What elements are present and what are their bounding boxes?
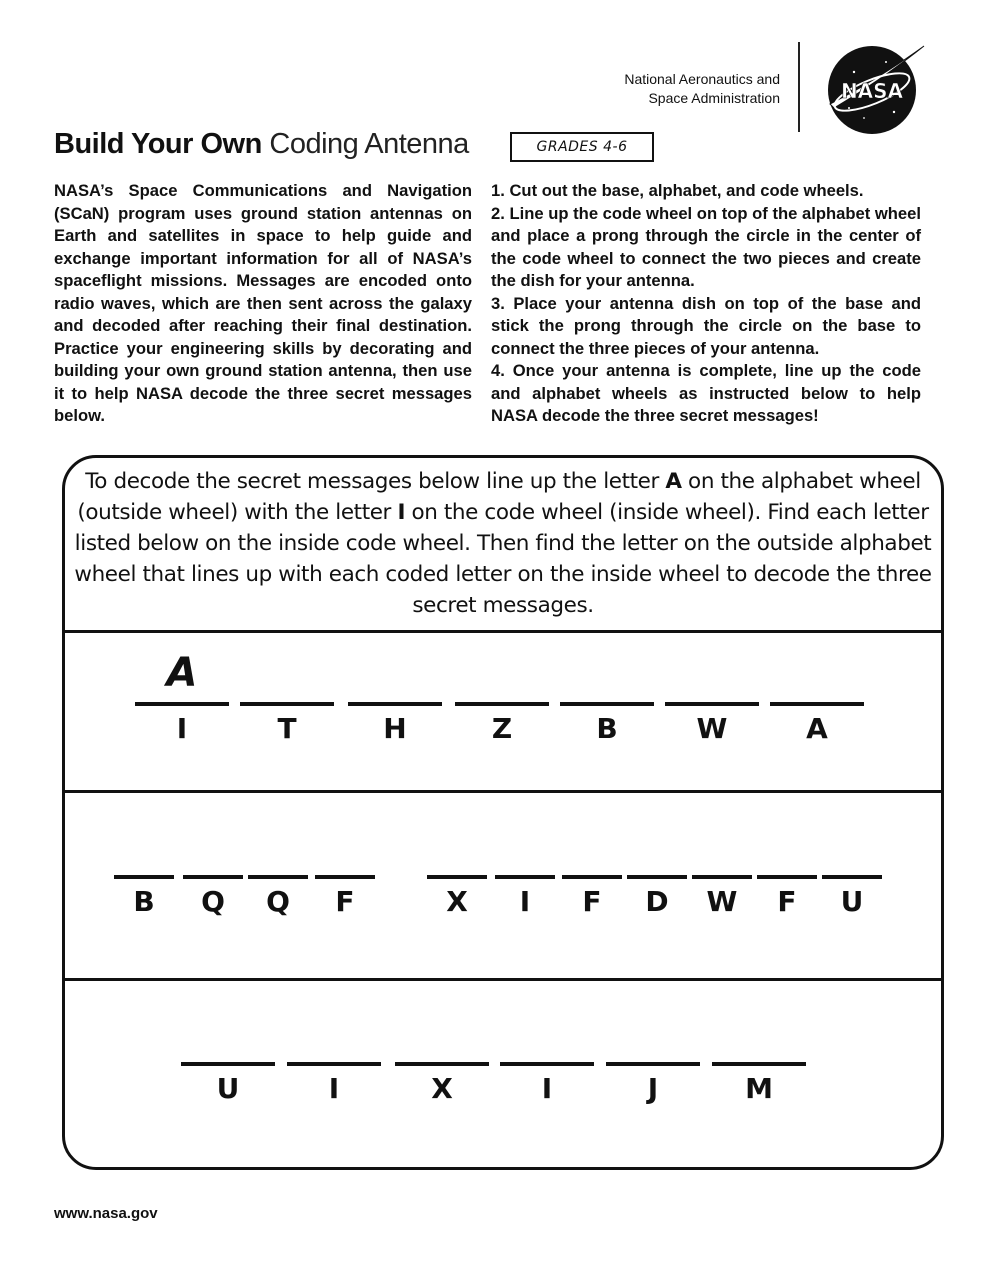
answer-line xyxy=(770,702,864,706)
answer-line xyxy=(627,875,687,879)
code-letter: Q xyxy=(266,885,290,918)
answer-slot[interactable] xyxy=(770,702,864,745)
answer-line xyxy=(500,1062,594,1066)
step-1: 1. Cut out the base, alphabet, and code wheels. xyxy=(491,181,864,200)
decoded-letter xyxy=(455,650,549,698)
answer-slot[interactable] xyxy=(240,702,334,745)
code-letter: J xyxy=(647,1072,659,1105)
code-letter: B xyxy=(596,712,618,745)
code-letter: W xyxy=(696,712,728,745)
decoded-letter xyxy=(665,650,759,698)
answer-slot[interactable] xyxy=(562,875,622,918)
answer-slot[interactable] xyxy=(712,1062,806,1105)
answer-slot[interactable] xyxy=(287,1062,381,1105)
instr-letter-i: I xyxy=(397,500,406,525)
code-letter: A xyxy=(806,712,828,745)
answer-slot[interactable] xyxy=(348,702,442,745)
answer-line xyxy=(248,875,308,879)
answer-slot[interactable] xyxy=(757,875,817,918)
answer-line xyxy=(560,702,654,706)
answer-line xyxy=(348,702,442,706)
code-letter: Q xyxy=(201,885,225,918)
code-letter: W xyxy=(706,885,738,918)
answer-line xyxy=(495,875,555,879)
intro-text: NASA’s Space Communications and Navigation (SCaN) program uses ground station antennas on Earth and satellites in space to help guide and exchange important information for all of NASA’s spaceflight missions. Messages are encoded onto radio waves, which are then sent across the galaxy and decoded after reaching their final destination. Practice your engineering skills by decorating and building your own ground station antenna, then use it to help NASA decode the three secret messages below. xyxy=(54,181,472,425)
answer-line xyxy=(665,702,759,706)
code-letter: F xyxy=(335,885,355,918)
answer-slot[interactable] xyxy=(183,875,243,918)
answer-line xyxy=(427,875,487,879)
code-letter: Z xyxy=(491,712,513,745)
nasa-logo xyxy=(824,42,928,134)
answer-slot[interactable] xyxy=(495,875,555,918)
answer-line xyxy=(692,875,752,879)
answer-slot[interactable] xyxy=(606,1062,700,1105)
instr-part3: on the code wheel (inside wheel). Find each letter listed below on the inside code wheel. Then find the letter on the outside alphabet wheel that lines up with each coded letter on the inside wheel to decode the three secret messages. xyxy=(74,500,932,618)
page-title xyxy=(54,128,469,161)
code-letter: M xyxy=(745,1072,773,1105)
answer-slot[interactable] xyxy=(500,1062,594,1105)
logo-text: NASA xyxy=(840,79,904,103)
code-letter: X xyxy=(446,885,468,918)
answer-slot[interactable] xyxy=(822,875,882,918)
step-3: 3. Place your antenna dish on top of the base and stick the prong through the circle on the base to connect the three pieces of your antenna. xyxy=(491,293,921,358)
answer-slot[interactable] xyxy=(627,875,687,918)
steps-list xyxy=(491,180,921,428)
agency-name-line1: National Aeronautics and xyxy=(624,71,780,87)
answer-line xyxy=(395,1062,489,1066)
answer-line xyxy=(181,1062,275,1066)
decode-instructions xyxy=(65,466,941,621)
step-4: 4. Once your antenna is complete, line up the code and alphabet wheels as instructed below to help NASA decode the three secret messages! xyxy=(491,361,921,425)
answer-line xyxy=(455,702,549,706)
title-bold: Build Your Own xyxy=(54,128,262,160)
code-letter: U xyxy=(216,1072,240,1105)
decoded-letter xyxy=(770,650,864,698)
step-2: 2. Line up the code wheel on top of the alphabet wheel and place a prong through the circle in the center of the code wheel to connect the two pieces and create the dish for your antenna. xyxy=(491,203,921,290)
answer-line xyxy=(757,875,817,879)
decoded-letter xyxy=(348,650,442,698)
answer-slot[interactable] xyxy=(427,875,487,918)
answer-line xyxy=(606,1062,700,1066)
answer-line xyxy=(562,875,622,879)
code-letter: F xyxy=(582,885,602,918)
answer-line xyxy=(315,875,375,879)
section-divider xyxy=(65,790,941,793)
answer-line xyxy=(114,875,174,879)
intro-paragraph xyxy=(54,180,472,428)
answer-slot[interactable] xyxy=(315,875,375,918)
section-divider xyxy=(65,630,941,633)
answer-line xyxy=(712,1062,806,1066)
decoded-letter: A xyxy=(166,650,198,696)
instr-part2: on the alphabet wheel (outside wheel) with the letter xyxy=(77,469,921,525)
answer-slot[interactable] xyxy=(135,650,229,745)
decoded-letter xyxy=(240,650,334,698)
answer-slot[interactable] xyxy=(395,1062,489,1105)
answer-line xyxy=(183,875,243,879)
code-letter: F xyxy=(777,885,797,918)
answer-line xyxy=(240,702,334,706)
code-letter: I xyxy=(541,1072,553,1105)
decoded-letter xyxy=(560,650,654,698)
header-divider xyxy=(798,42,800,132)
code-letter: T xyxy=(277,712,297,745)
code-letter: B xyxy=(133,885,155,918)
code-letter: X xyxy=(431,1072,453,1105)
agency-name xyxy=(560,70,780,108)
answer-line xyxy=(822,875,882,879)
decoder-box xyxy=(62,455,944,1170)
answer-slot[interactable] xyxy=(665,702,759,745)
grades-badge: GRADES 4-6 xyxy=(510,132,654,162)
answer-line xyxy=(135,702,229,706)
section-divider xyxy=(65,978,941,981)
code-letter: I xyxy=(519,885,531,918)
answer-slot[interactable] xyxy=(114,875,174,918)
instr-letter-a: A xyxy=(665,469,682,494)
code-letter: D xyxy=(645,885,669,918)
instr-part1: To decode the secret messages below line up the letter xyxy=(85,469,666,494)
answer-slot[interactable] xyxy=(181,1062,275,1105)
code-letter: H xyxy=(383,712,407,745)
answer-slot[interactable] xyxy=(455,702,549,745)
code-letter: U xyxy=(840,885,864,918)
footer-url: www.nasa.gov xyxy=(54,1205,158,1222)
title-light: Coding Antenna xyxy=(269,128,469,160)
answer-line xyxy=(287,1062,381,1066)
agency-name-line2: Space Administration xyxy=(648,90,780,106)
answer-slot[interactable] xyxy=(692,875,752,918)
code-letter: I xyxy=(328,1072,340,1105)
answer-slot[interactable] xyxy=(248,875,308,918)
answer-slot[interactable] xyxy=(560,702,654,745)
code-letter: I xyxy=(176,712,188,745)
